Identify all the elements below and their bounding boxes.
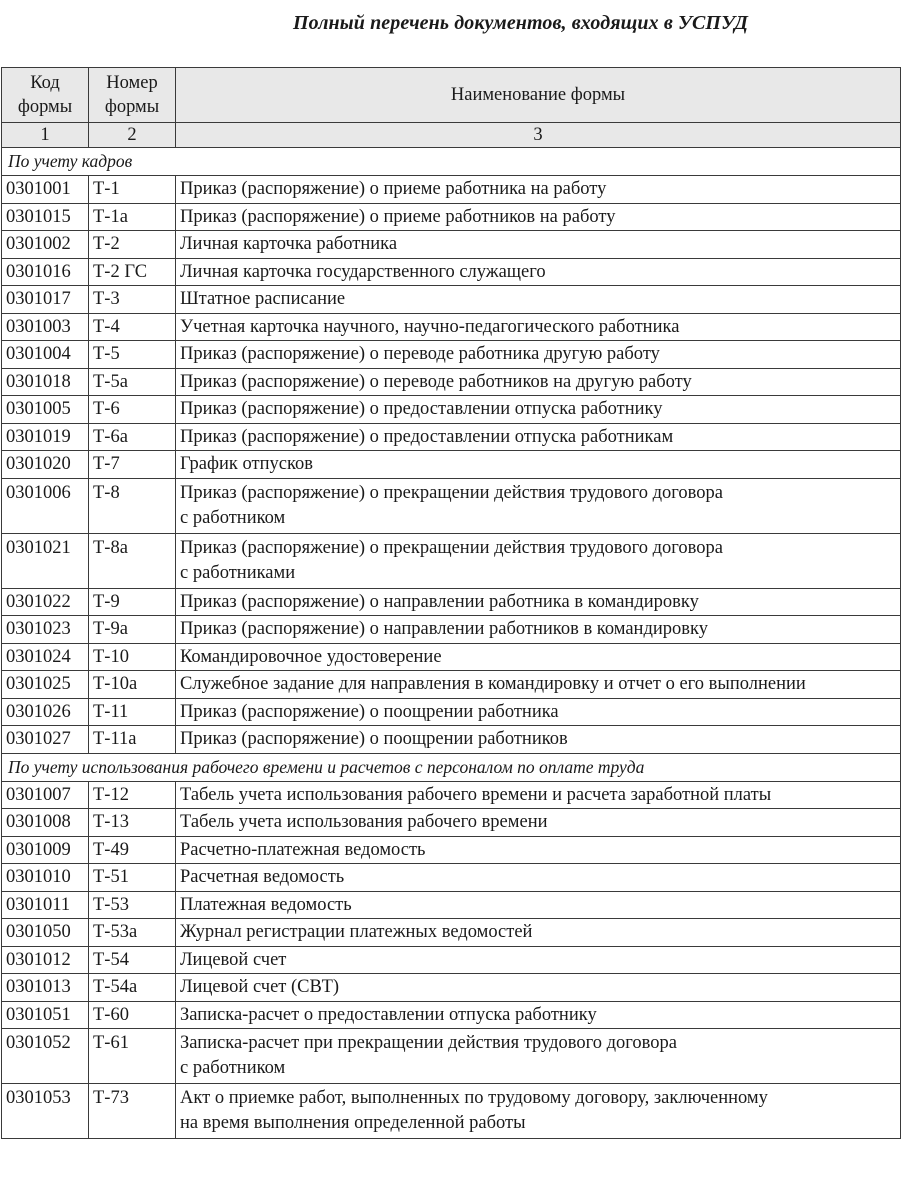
form-number: Т-54	[89, 946, 176, 974]
table-row	[2, 726, 901, 754]
table-row	[2, 864, 901, 892]
form-code: 0301025	[2, 671, 89, 699]
form-name-line: Журнал регистрации платежных ведомостей	[180, 922, 533, 942]
form-code: 0301002	[2, 231, 89, 259]
form-number: Т-8	[89, 478, 176, 533]
form-name	[176, 698, 901, 726]
forms-table	[1, 67, 901, 1139]
form-code: 0301050	[2, 919, 89, 947]
form-number: Т-5	[89, 341, 176, 369]
table-row	[2, 478, 901, 533]
form-name	[176, 781, 901, 809]
form-code: 0301003	[2, 313, 89, 341]
form-number: Т-8а	[89, 533, 176, 588]
form-name	[176, 671, 901, 699]
column-number-1: 1	[2, 123, 89, 148]
table-row	[2, 1029, 901, 1084]
document-title: Полный перечень документов, входящих в УСПУД	[292, 12, 749, 34]
form-name	[176, 451, 901, 479]
form-name-line: Приказ (распоряжение) о приеме работников на работу	[180, 206, 616, 227]
form-name-line: Расчетно-платежная ведомость	[180, 839, 426, 860]
form-code: 0301027	[2, 726, 89, 754]
table-row	[2, 396, 901, 424]
form-code: 0301020	[2, 451, 89, 479]
form-code: 0301006	[2, 478, 89, 533]
form-name-line: Приказ (распоряжение) о прекращении действия трудового договора	[180, 537, 723, 558]
form-name-line: Приказ (распоряжение) о предоставлении отпуска работнику	[180, 399, 663, 419]
form-code: 0301022	[2, 588, 89, 616]
form-name	[176, 176, 901, 204]
form-name	[176, 726, 901, 754]
form-name-line-2: с работниками	[180, 562, 296, 583]
form-name-line: Приказ (распоряжение) о переводе работника другую работу	[180, 344, 660, 364]
form-number: Т-2	[89, 231, 176, 259]
table-row	[2, 616, 901, 644]
form-code: 0301010	[2, 864, 89, 892]
form-number: Т-3	[89, 286, 176, 314]
table-row	[2, 368, 901, 396]
table-header	[2, 68, 901, 148]
form-name	[176, 891, 901, 919]
form-name-line: Служебное задание для направления в командировку и отчет о его выполнении	[180, 674, 806, 694]
header-name: Наименование формы	[176, 68, 901, 123]
form-name-line: Приказ (распоряжение) о направлении работников в командировку	[180, 619, 708, 639]
form-code: 0301018	[2, 368, 89, 396]
table-row	[2, 671, 901, 699]
table-row	[2, 203, 901, 231]
table-row	[2, 891, 901, 919]
form-name	[176, 231, 901, 259]
form-number: Т-53	[89, 891, 176, 919]
form-number: Т-6	[89, 396, 176, 424]
form-code: 0301053	[2, 1084, 89, 1139]
form-name-line: Личная карточка работника	[180, 234, 398, 254]
form-name-line: Приказ (распоряжение) о приеме работника на работу	[180, 179, 607, 199]
form-name-line: Приказ (распоряжение) о прекращении действия трудового договора	[180, 482, 723, 503]
form-name	[176, 368, 901, 396]
form-name	[176, 533, 901, 588]
form-name	[176, 258, 901, 286]
form-name	[176, 946, 901, 974]
form-name-line: Табель учета использования рабочего времени и расчета заработной платы	[180, 784, 772, 805]
section-row	[2, 148, 901, 176]
form-number: Т-1	[89, 176, 176, 204]
form-code: 0301001	[2, 176, 89, 204]
form-name-line-2: на время выполнения определенной работы	[180, 1113, 526, 1133]
form-name	[176, 396, 901, 424]
form-name-line: Приказ (распоряжение) о поощрении работника	[180, 701, 559, 722]
form-code: 0301012	[2, 946, 89, 974]
form-number: Т-13	[89, 809, 176, 837]
table-row	[2, 451, 901, 479]
form-name	[176, 836, 901, 864]
form-number: Т-10	[89, 643, 176, 671]
form-number: Т-9	[89, 588, 176, 616]
form-name	[176, 1084, 901, 1139]
form-name-line: Приказ (распоряжение) о направлении работника в командировку	[180, 591, 699, 612]
form-name	[176, 423, 901, 451]
form-name-line: График отпусков	[180, 454, 313, 474]
table-row	[2, 1084, 901, 1139]
form-name-line: Записка-расчет при прекращении действия трудового договора	[180, 1033, 677, 1053]
form-name-line: Платежная ведомость	[180, 894, 352, 915]
form-name-line-2: с работником	[180, 1058, 286, 1078]
form-name-line: Приказ (распоряжение) о предоставлении отпуска работникам	[180, 426, 674, 447]
form-number: Т-1а	[89, 203, 176, 231]
form-code: 0301013	[2, 974, 89, 1002]
form-name-line: Акт о приемке работ, выполненных по трудовому договору, заключенному	[180, 1088, 768, 1108]
form-code: 0301026	[2, 698, 89, 726]
table-row	[2, 809, 901, 837]
form-code: 0301004	[2, 341, 89, 369]
form-name-line: Табель учета использования рабочего времени	[180, 812, 548, 832]
form-number: Т-12	[89, 781, 176, 809]
section-title: По учету кадров	[2, 148, 901, 176]
form-code: 0301051	[2, 1001, 89, 1029]
form-number: Т-60	[89, 1001, 176, 1029]
form-name	[176, 478, 901, 533]
form-name-line: Личная карточка государственного служащего	[180, 261, 546, 282]
table-row	[2, 643, 901, 671]
form-number: Т-2 ГС	[89, 258, 176, 286]
form-name	[176, 864, 901, 892]
table-row	[2, 698, 901, 726]
table-row	[2, 1001, 901, 1029]
form-name	[176, 341, 901, 369]
table-row	[2, 974, 901, 1002]
form-name-line: Командировочное удостоверение	[180, 646, 442, 667]
form-name	[176, 286, 901, 314]
form-name-line: Лицевой счет (СВТ)	[180, 977, 340, 997]
form-number: Т-11а	[89, 726, 176, 754]
form-name-line: Учетная карточка научного, научно-педагогического работника	[180, 316, 680, 337]
form-name	[176, 1001, 901, 1029]
header-number: Номер формы	[89, 68, 176, 123]
table-row	[2, 231, 901, 259]
column-number-2: 2	[89, 123, 176, 148]
section-title: По учету использования рабочего времени и расчетов с персоналом по оплате труда	[2, 753, 901, 781]
table-row	[2, 176, 901, 204]
form-name-line: Записка-расчет о предоставлении отпуска работнику	[180, 1004, 597, 1025]
form-number: Т-54а	[89, 974, 176, 1002]
form-code: 0301007	[2, 781, 89, 809]
table-row	[2, 423, 901, 451]
form-name-line: Приказ (распоряжение) о переводе работников на другую работу	[180, 371, 692, 392]
table-row	[2, 258, 901, 286]
table-row	[2, 533, 901, 588]
form-name	[176, 203, 901, 231]
header-code: Код формы	[2, 68, 89, 123]
table-body	[2, 148, 901, 1139]
table-row	[2, 836, 901, 864]
form-code: 0301011	[2, 891, 89, 919]
form-number: Т-4	[89, 313, 176, 341]
form-number: Т-9а	[89, 616, 176, 644]
form-number: Т-61	[89, 1029, 176, 1084]
form-number: Т-73	[89, 1084, 176, 1139]
table-row	[2, 588, 901, 616]
form-name	[176, 588, 901, 616]
form-code: 0301052	[2, 1029, 89, 1084]
table-row	[2, 341, 901, 369]
form-name-line: Штатное расписание	[180, 289, 346, 309]
form-number: Т-11	[89, 698, 176, 726]
form-number: Т-51	[89, 864, 176, 892]
table-row	[2, 946, 901, 974]
form-number: Т-10а	[89, 671, 176, 699]
form-name-line: Приказ (распоряжение) о поощрении работников	[180, 729, 568, 749]
form-code: 0301008	[2, 809, 89, 837]
form-code: 0301023	[2, 616, 89, 644]
form-number: Т-7	[89, 451, 176, 479]
form-code: 0301019	[2, 423, 89, 451]
form-name	[176, 919, 901, 947]
form-name-line: Расчетная ведомость	[180, 867, 345, 887]
form-name	[176, 616, 901, 644]
table-row	[2, 286, 901, 314]
form-code: 0301005	[2, 396, 89, 424]
form-code: 0301021	[2, 533, 89, 588]
form-code: 0301024	[2, 643, 89, 671]
form-name-line: Лицевой счет	[180, 949, 287, 970]
form-code: 0301015	[2, 203, 89, 231]
form-name-line-2: с работником	[180, 507, 286, 528]
form-code: 0301016	[2, 258, 89, 286]
form-name	[176, 313, 901, 341]
table-row	[2, 313, 901, 341]
form-name	[176, 643, 901, 671]
form-code: 0301009	[2, 836, 89, 864]
form-number: Т-53а	[89, 919, 176, 947]
form-number: Т-6а	[89, 423, 176, 451]
form-name	[176, 1029, 901, 1084]
form-code: 0301017	[2, 286, 89, 314]
table-row	[2, 781, 901, 809]
section-row	[2, 753, 901, 781]
form-name	[176, 974, 901, 1002]
table-row	[2, 919, 901, 947]
form-number: Т-5а	[89, 368, 176, 396]
column-number-3: 3	[176, 123, 901, 148]
form-name	[176, 809, 901, 837]
form-number: Т-49	[89, 836, 176, 864]
